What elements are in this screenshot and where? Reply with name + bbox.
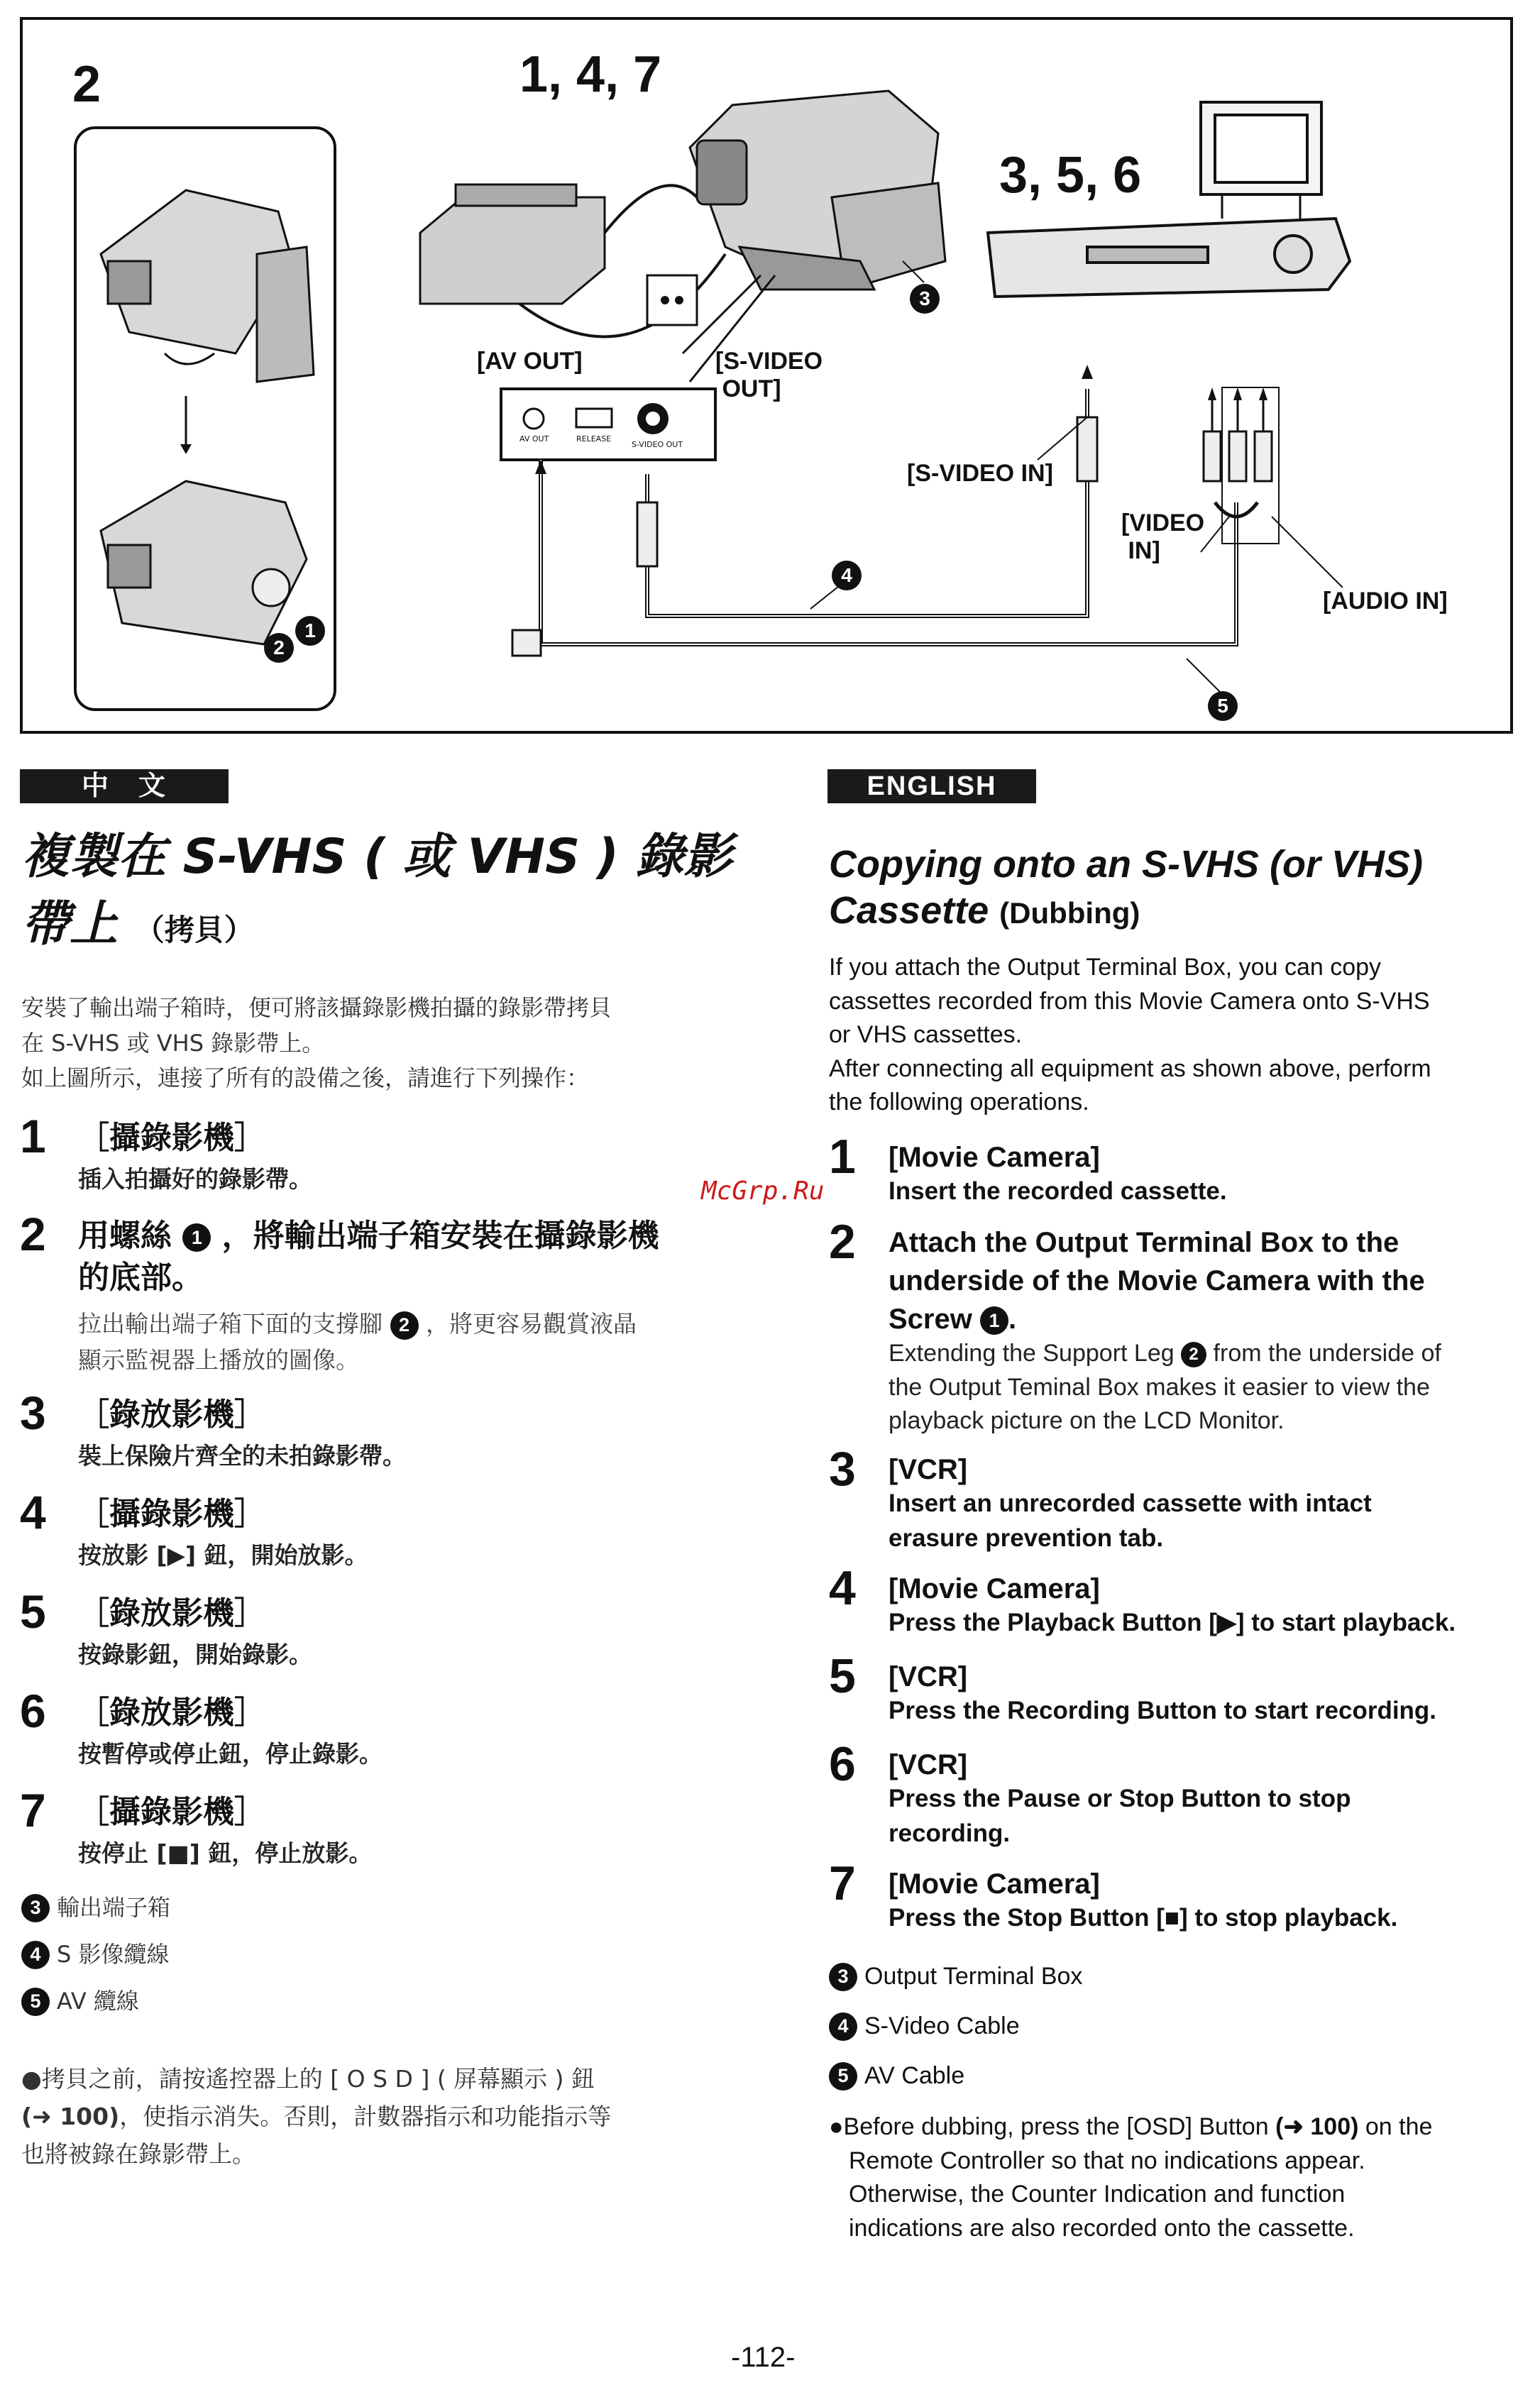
step-heading: [Movie Camera] <box>889 1573 1100 1604</box>
note-line: 拷貝之前，請按遙控器上的 [ O S D ] ( 屏幕顯示 ) 鈕 <box>41 2065 595 2093</box>
step-heading: [VCR] <box>889 1749 968 1780</box>
step-heading-line: underside of the Movie Camera with the <box>889 1265 1425 1296</box>
step-heading-part: ，將輸出端子箱安裝在攝錄影機 <box>221 1218 659 1254</box>
intro-line: If you attach the Output Terminal Box, you can copy <box>829 954 1382 981</box>
callout-4: 4 <box>832 561 862 590</box>
step-description: Press the Playback Button [▶] to start playback. <box>889 1609 1456 1636</box>
english-legend-5 <box>829 2059 964 2093</box>
step-heading: Attach the Output Terminal Box to the underside of the Movie Camera with the Screw 1 . <box>889 1223 1513 1338</box>
camcorder-inset-top-icon <box>101 190 314 382</box>
step-number: 2 <box>829 1215 856 1269</box>
label-audio-in: [AUDIO IN] <box>1323 588 1448 615</box>
step-desc-part: Extending the Support Leg <box>889 1340 1175 1367</box>
legend-callout: 4 <box>21 1941 50 1969</box>
watermark: McGrp.Ru <box>701 1177 825 1206</box>
label-av-out: [AV OUT] <box>477 348 583 375</box>
english-legend-4 <box>829 2010 1020 2044</box>
step-heading-part: 用螺絲 <box>78 1218 172 1254</box>
step-heading: ［攝錄影機］ <box>78 1794 265 1830</box>
note-line: on the <box>1358 2113 1433 2140</box>
chinese-legend-5 <box>21 1984 139 2020</box>
step-description: 插入拍攝好的錄影帶。 <box>78 1165 312 1193</box>
step-number: 6 <box>20 1685 46 1737</box>
step-description: 按放影 [▶] 鈕，開始放影。 <box>78 1541 368 1569</box>
intro-line: or VHS cassettes. <box>829 1021 1023 1049</box>
release-latch <box>576 409 612 427</box>
callout-2: 2 <box>264 633 294 663</box>
english-note: ●Before dubbing, press the [OSD] Button (➜ 100) on the Remote Controller so that no indications appear. Otherwise, the Counter Indication and function indications are also recorded onto the cassette. <box>829 2110 1517 2245</box>
panel-av-out-text: AV OUT <box>519 434 549 444</box>
chinese-legend-3 <box>21 1890 170 1926</box>
step-heading: ［錄放影機］ <box>78 1695 265 1731</box>
legend-text: AV Cable <box>864 2062 965 2089</box>
note-ref: (➜ 100) <box>1275 2113 1359 2140</box>
chinese-intro-line3: 如上圖所示，連接了所有的設備之後，請進行下列操作： <box>21 1064 590 1092</box>
note-line: ，使指示消失。否則，計數器指示和功能指示等 <box>119 2102 612 2130</box>
note-line: Before dubbing, press the [OSD] Button <box>843 2113 1276 2140</box>
figure-step-2: 2 <box>72 56 101 113</box>
step-description: 按停止 [■] 鈕，停止放影。 <box>78 1839 373 1867</box>
label-s-video-out: [S-VIDEO OUT] <box>715 348 823 403</box>
step-heading: [Movie Camera] <box>889 1868 1100 1900</box>
vcr-icon <box>988 219 1350 297</box>
power-cord <box>605 185 697 233</box>
support-leg-callout: 2 <box>1181 1342 1206 1367</box>
step-heading <box>78 1215 731 1299</box>
callout-3: 3 <box>910 284 940 314</box>
step-number: 7 <box>20 1784 46 1836</box>
intro-line: the following operations. <box>829 1089 1089 1116</box>
step-number: 1 <box>20 1110 46 1162</box>
page-number: -112- <box>731 2342 796 2373</box>
step-desc-part: from the underside of <box>1213 1340 1441 1367</box>
step-description: Insert the recorded cassette. <box>889 1177 1227 1205</box>
support-leg-callout: 2 <box>390 1311 419 1340</box>
chinese-intro-line1: 安裝了輸出端子箱時，便可將該攝錄影機拍攝的錄影帶拷貝 <box>21 994 612 1021</box>
step-desc-line: Insert an unrecorded cassette with intact <box>889 1489 1372 1517</box>
label-s-video-in: [S-VIDEO IN] <box>907 460 1053 487</box>
step-description <box>889 1486 1513 1555</box>
camcorder-inset-bottom-icon <box>101 481 307 644</box>
legend-callout: 3 <box>21 1894 50 1922</box>
note-ref: (➜ 100) <box>21 2102 120 2130</box>
step-heading-line: Screw <box>889 1304 972 1335</box>
legend-text: 輸出端子箱 <box>57 1894 171 1921</box>
figure-step-356: 3, 5, 6 <box>999 147 1142 204</box>
step-heading: [VCR] <box>889 1454 968 1485</box>
legend-callout: 5 <box>829 2062 857 2091</box>
step-number: 7 <box>829 1856 856 1910</box>
step-description: 裝上保險片齊全的未拍錄影帶。 <box>78 1442 406 1470</box>
step-number: 6 <box>829 1737 856 1791</box>
step-desc-part: ，將更容易觀賞液晶 <box>426 1310 637 1338</box>
step-heading-part: 的底部。 <box>78 1260 203 1296</box>
chinese-legend-4 <box>21 1937 170 1973</box>
english-title-line1: Copying onto an S-VHS (or VHS) <box>829 843 1423 886</box>
step-heading: ［攝錄影機］ <box>78 1120 265 1156</box>
step-desc-line: erasure prevention tab. <box>889 1524 1164 1552</box>
panel-s-video-text: S-VIDEO OUT <box>632 440 683 449</box>
step-description: 按暫停或停止鈕，停止錄影。 <box>78 1740 383 1768</box>
ac-adaptor-icon <box>420 185 605 304</box>
tv-icon <box>1201 102 1321 194</box>
chinese-intro-line2: 在 S-VHS 或 VHS 錄影帶上。 <box>21 1029 325 1057</box>
screw-callout: 1 <box>182 1223 211 1252</box>
step-number: 5 <box>829 1649 856 1703</box>
legend-text: S 影像纜線 <box>57 1941 170 1968</box>
screw-callout: 1 <box>980 1306 1008 1335</box>
step-number: 5 <box>20 1585 46 1638</box>
step-number: 2 <box>20 1208 46 1260</box>
english-intro <box>829 951 1510 1120</box>
step-desc-line: Press the Pause or Stop Button to stop <box>889 1785 1351 1812</box>
chinese-title-sub: （拷貝） <box>134 913 254 948</box>
step-description: 按錄影鈕，開始錄影。 <box>78 1641 312 1668</box>
chinese-title-line2: 帶上 <box>21 896 119 953</box>
intro-line: cassettes recorded from this Movie Camera onto S-VHS <box>829 987 1430 1015</box>
legend-text: Output Terminal Box <box>864 1963 1083 1990</box>
step-description <box>78 1306 731 1378</box>
step-description <box>889 1781 1513 1851</box>
step-description <box>889 1337 1513 1438</box>
step-number: 4 <box>20 1486 46 1538</box>
step-desc-line: the Output Teminal Box makes it easier to view the <box>889 1373 1430 1401</box>
intro-line: After connecting all equipment as shown above, perform <box>829 1054 1431 1082</box>
label-video-in: [VIDEO IN] <box>1121 510 1205 565</box>
panel-release-text: RELEASE <box>576 434 612 444</box>
step-desc-line: playback picture on the LCD Monitor. <box>889 1407 1285 1435</box>
callout-1: 1 <box>295 616 325 646</box>
step-heading: [VCR] <box>889 1661 968 1692</box>
note-line: Remote Controller so that no indications appear. <box>849 2147 1365 2174</box>
step-desc-part: 拉出輸出端子箱下面的支撐腳 <box>78 1310 383 1338</box>
step-heading: [Movie Camera] <box>889 1142 1100 1173</box>
figure-step-147: 1, 4, 7 <box>519 46 662 103</box>
callout-5: 5 <box>1208 691 1238 721</box>
step-heading: ［錄放影機］ <box>78 1397 265 1433</box>
step-number: 3 <box>20 1387 46 1439</box>
chinese-note: ●拷貝之前，請按遙控器上的 [ O S D ] ( 屏幕顯示 ) 鈕 (➜ 100)，使指示消失。否則，計數器指示和功能指示等 也將被錄在錄影帶上。 <box>21 2061 731 2173</box>
step-number: 4 <box>829 1561 856 1615</box>
step-number: 3 <box>829 1442 856 1496</box>
note-line: 也將被錄在錄影帶上。 <box>21 2140 255 2168</box>
rotate-arrow <box>165 353 214 364</box>
step-desc-line: recording. <box>889 1819 1011 1847</box>
legend-callout: 3 <box>829 1963 857 1991</box>
chinese-title-line1: 複製在 S-VHS ( 或 VHS ) 錄影 <box>21 829 732 885</box>
legend-text: S-Video Cable <box>864 2012 1020 2039</box>
step-desc-part: 顯示監視器上播放的圖像。 <box>78 1346 359 1375</box>
connection-diagram <box>20 17 1513 734</box>
english-title-line2: Cassette <box>829 888 989 932</box>
chinese-title <box>21 823 732 958</box>
step-number: 1 <box>829 1130 856 1184</box>
step-description: Press the Stop Button [■] to stop playback. <box>889 1904 1398 1932</box>
chinese-intro <box>21 991 724 1096</box>
step-description: Press the Recording Button to start recording. <box>889 1697 1437 1724</box>
legend-callout: 4 <box>829 2012 857 2041</box>
note-line: Otherwise, the Counter Indication and function <box>849 2181 1346 2208</box>
step-heading: ［錄放影機］ <box>78 1595 265 1631</box>
english-title-sub: (Dubbing) <box>999 896 1140 930</box>
chinese-section-bar: 中 文 <box>20 769 229 803</box>
legend-text: AV 纜線 <box>57 1988 139 2015</box>
note-line: indications are also recorded onto the cassette. <box>849 2214 1355 2242</box>
step-heading: ［攝錄影機］ <box>78 1496 265 1532</box>
english-legend-3 <box>829 1960 1082 1994</box>
legend-callout: 5 <box>21 1988 50 2016</box>
wall-outlet-icon <box>647 275 697 325</box>
english-title <box>829 842 1423 934</box>
step-heading-line: Attach the Output Terminal Box to the <box>889 1227 1399 1258</box>
english-section-bar: ENGLISH <box>827 769 1036 803</box>
